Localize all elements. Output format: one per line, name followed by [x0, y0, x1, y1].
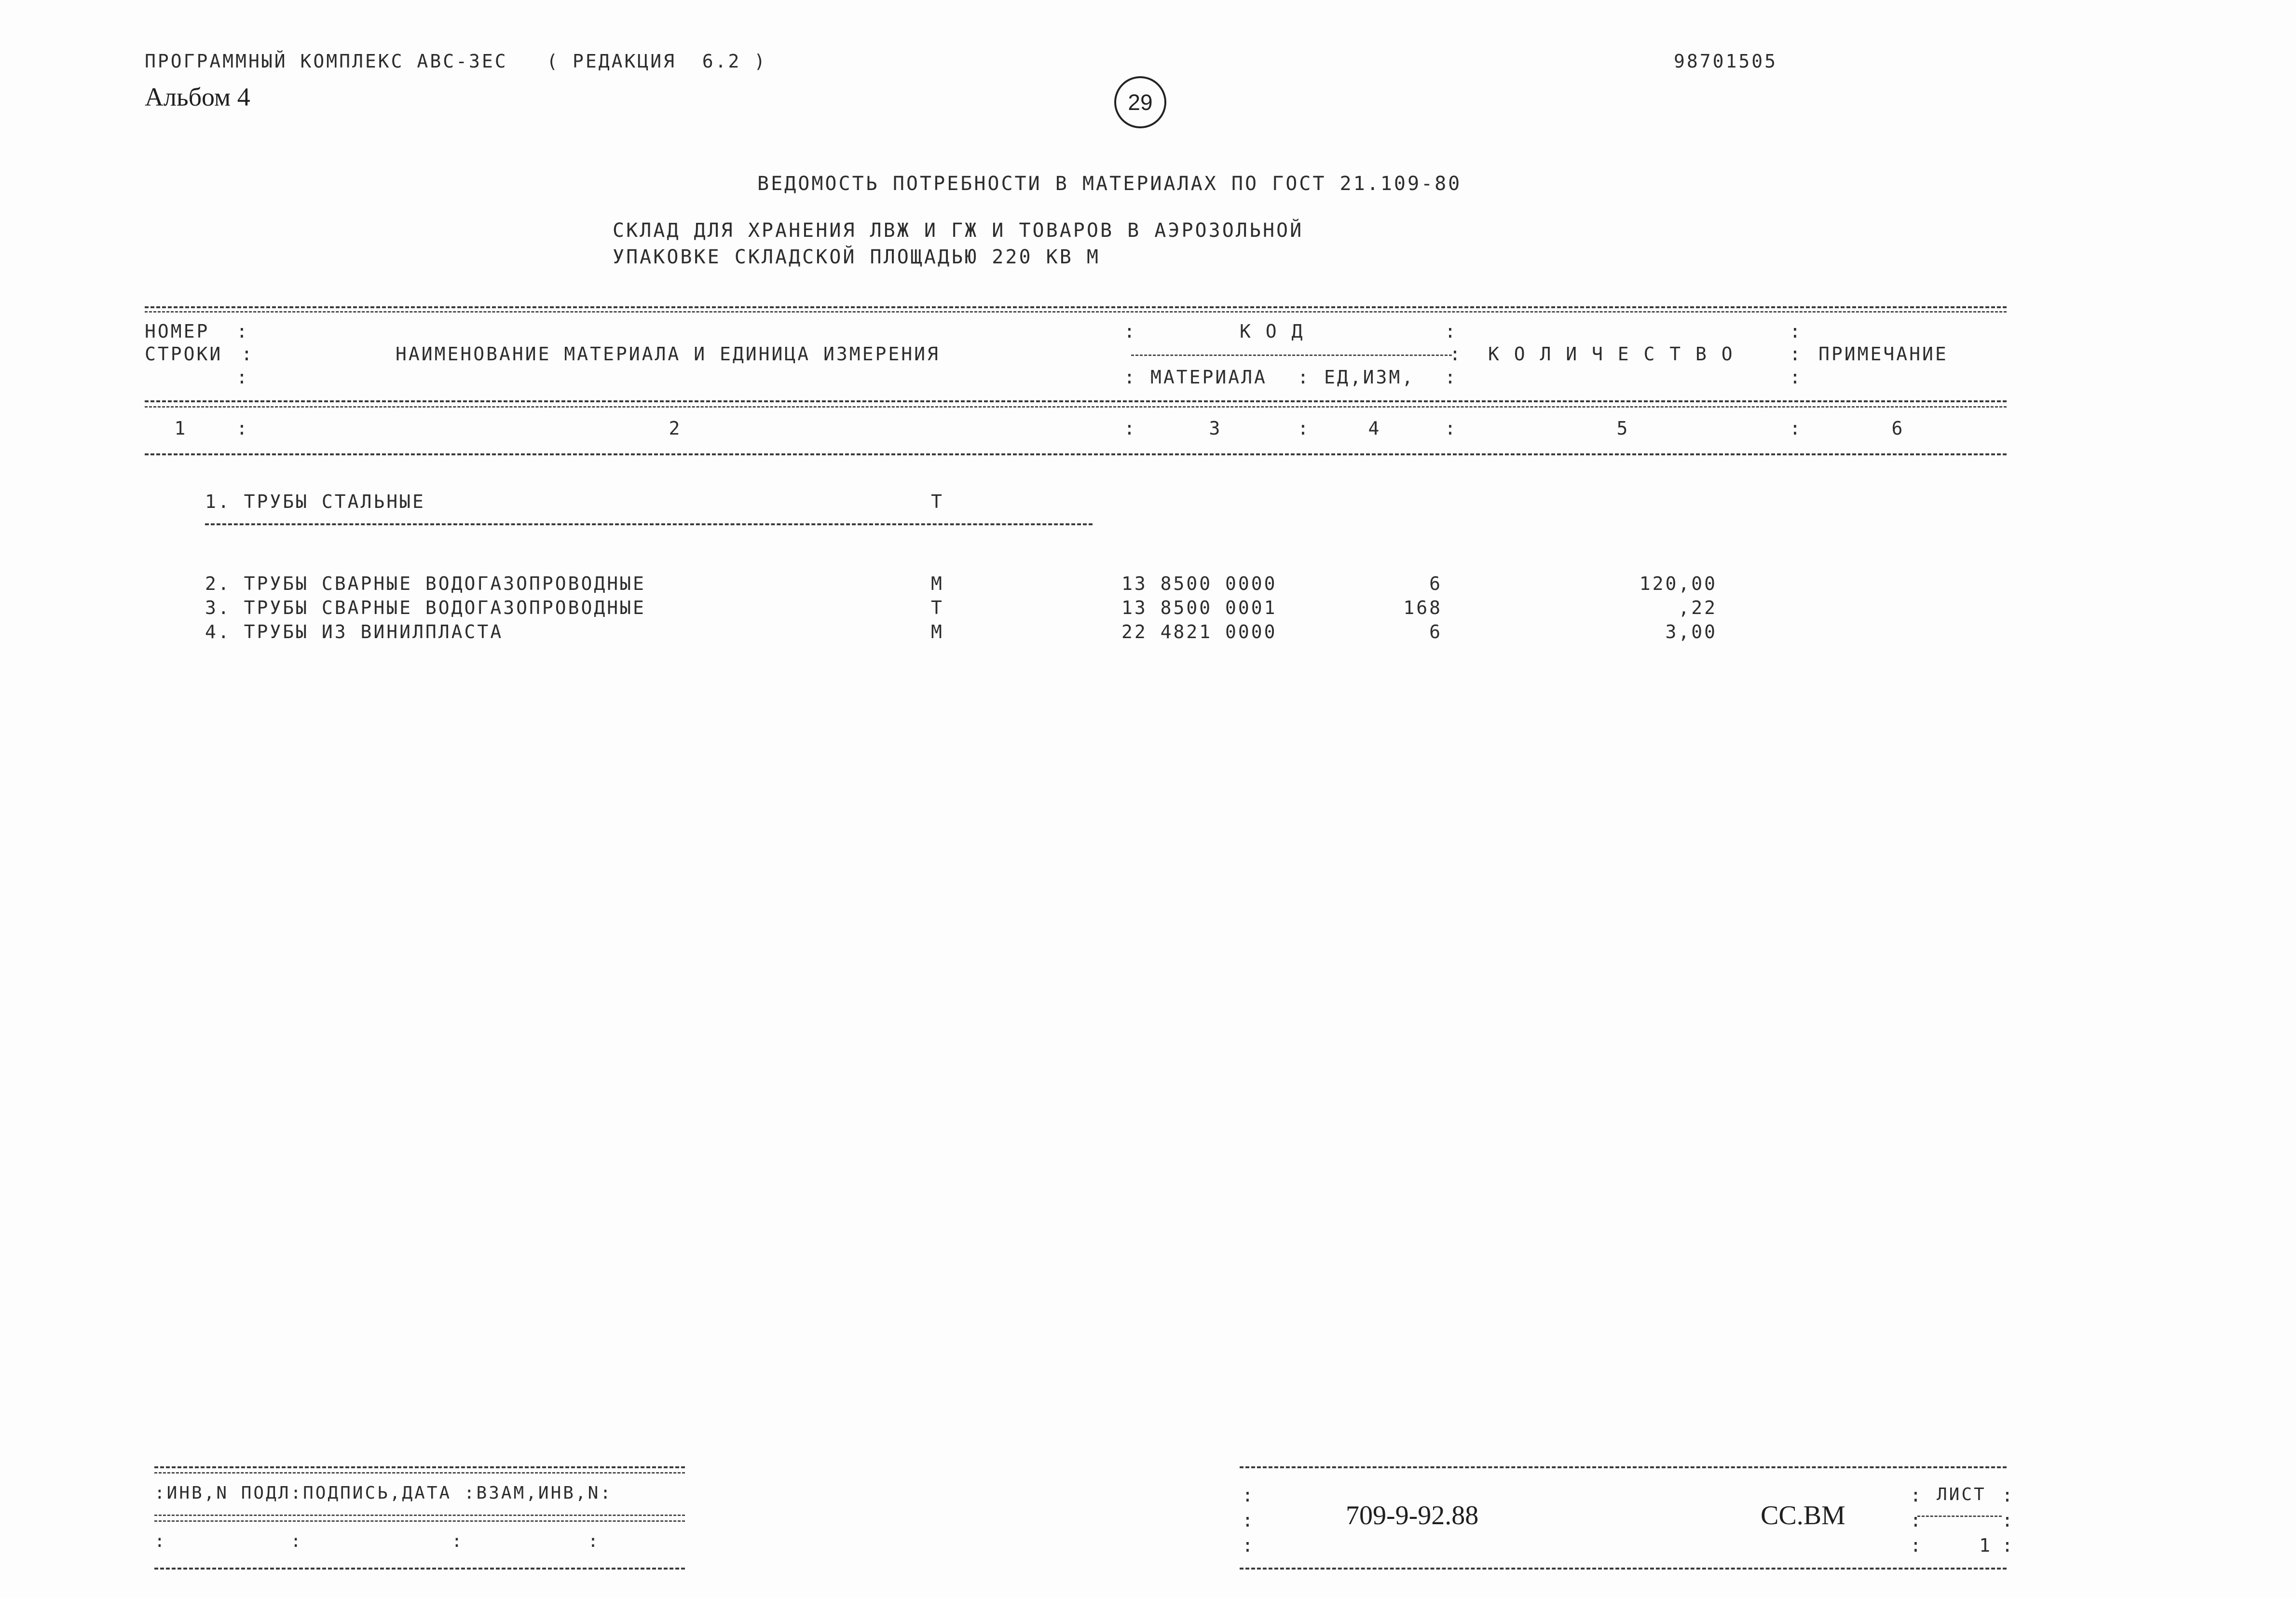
- program-header: ПРОГРАММНЫЙ КОМПЛЕКС АВС-3ЕС ( РЕДАКЦИЯ 6.2 ): [145, 51, 767, 72]
- stamp-colon: :: [1910, 1485, 1921, 1506]
- stamp-left-top-rule-2: [154, 1472, 685, 1474]
- statement-title: ВЕДОМОСТЬ ПОТРЕБНОСТИ В МАТЕРИАЛАХ ПО ГОСТ 21.109-80: [757, 173, 1462, 195]
- object-name-line2: УПАКОВКЕ СКЛАДСКОЙ ПЛОЩАДЬЮ 220 КВ М: [613, 246, 1100, 268]
- stamp-sheet-label: ЛИСТ: [1937, 1485, 1986, 1504]
- stamp-left-mid-rule-2: [154, 1520, 685, 1522]
- header-material-name: НАИМЕНОВАНИЕ МАТЕРИАЛА И ЕДИНИЦА ИЗМЕРЕНИЯ: [396, 343, 940, 365]
- stamp-right-top-rule: [1240, 1466, 2007, 1468]
- row-2-quantity: 120,00: [1639, 573, 1717, 594]
- header-colon: :: [1449, 343, 1461, 365]
- col-number-3: 3: [1209, 418, 1222, 439]
- section-unit: Т: [931, 491, 944, 512]
- object-name-line1: СКЛАД ДЛЯ ХРАНЕНИЯ ЛВЖ И ГЖ И ТОВАРОВ В АЭРОЗОЛЬНОЙ: [613, 219, 1304, 242]
- header-colon: :: [1298, 367, 1309, 388]
- stamp-document-type: СС.ВМ: [1761, 1501, 1845, 1530]
- table-top-rule-2: [145, 311, 2007, 313]
- col-number-colon: :: [1445, 418, 1456, 439]
- stamp-left-top-rule: [154, 1466, 685, 1468]
- header-colon: :: [1445, 321, 1456, 342]
- header-note: ПРИМЕЧАНИЕ: [1818, 343, 1948, 365]
- header-colon: :: [1790, 343, 1801, 365]
- row-2-unit-code: 6: [1429, 573, 1442, 594]
- stamp-colon: :: [1242, 1485, 1253, 1506]
- row-4-code: 22 4821 0000: [1121, 621, 1277, 642]
- header-colon: :: [236, 367, 247, 388]
- header-code: К О Д: [1240, 321, 1305, 342]
- col-number-colon: :: [1298, 418, 1309, 439]
- row-4-name: 4. ТРУБЫ ИЗ ВИНИЛПЛАСТА: [205, 621, 504, 642]
- section-label: 1. ТРУБЫ СТАЛЬНЫЕ: [205, 491, 425, 512]
- header-colon: :: [236, 321, 247, 342]
- col-number-colon: :: [1124, 418, 1135, 439]
- header-colon: :: [1790, 321, 1801, 342]
- stamp-document-code: 709-9-92.88: [1346, 1501, 1479, 1530]
- header-colon: :: [241, 343, 252, 365]
- row-3-unit-code: 168: [1403, 597, 1442, 618]
- header-row-no-line2: СТРОКИ: [145, 343, 223, 365]
- stamp-colon: :: [1910, 1510, 1921, 1531]
- row-2-code: 13 8500 0000: [1121, 573, 1277, 594]
- col-number-4: 4: [1368, 418, 1381, 439]
- stamp-colon: :: [1910, 1535, 1921, 1556]
- header-row-no-line1: НОМЕР: [145, 321, 210, 342]
- row-3-name: 3. ТРУБЫ СВАРНЫЕ ВОДОГАЗОПРОВОДНЫЕ: [205, 597, 646, 618]
- header-colon: :: [1124, 367, 1135, 388]
- row-3-code: 13 8500 0001: [1121, 597, 1277, 618]
- header-bottom-rule-2: [145, 406, 2007, 408]
- row-2-unit: М: [931, 573, 944, 594]
- stamp-colon: :: [1242, 1535, 1253, 1556]
- stamp-left-cells: : : : :: [154, 1531, 601, 1551]
- document-number: 98701505: [1674, 51, 1778, 72]
- stamp-left-bottom-rule: [154, 1568, 685, 1570]
- col-number-bottom-rule: [145, 453, 2007, 455]
- stamp-colon: :: [1242, 1510, 1253, 1531]
- col-number-colon: :: [236, 418, 247, 439]
- col-number-5: 5: [1616, 418, 1630, 439]
- page-number: 29: [1128, 90, 1153, 115]
- row-2-name: 2. ТРУБЫ СВАРНЫЕ ВОДОГАЗОПРОВОДНЫЕ: [205, 573, 646, 594]
- row-4-unit-code: 6: [1429, 621, 1442, 642]
- stamp-left-mid-rule: [154, 1515, 685, 1516]
- header-bottom-rule: [145, 400, 2007, 402]
- stamp-sheet-divider: [1917, 1516, 2002, 1517]
- row-3-unit: Т: [931, 597, 944, 618]
- table-top-rule: [145, 306, 2007, 308]
- stamp-right-bottom-rule: [1240, 1568, 2007, 1570]
- header-colon: :: [1124, 321, 1135, 342]
- col-number-colon: :: [1790, 418, 1801, 439]
- stamp-sheet-number: 1: [1979, 1535, 1992, 1556]
- section-underline: [205, 523, 1093, 525]
- row-4-quantity: 3,00: [1665, 621, 1717, 642]
- header-code-material: МАТЕРИАЛА: [1150, 367, 1267, 388]
- header-code-divider: [1131, 355, 1452, 356]
- header-code-unit: ЕД,ИЗМ,: [1324, 367, 1415, 388]
- stamp-left-header: :ИНВ,N ПОДЛ:ПОДПИСЬ,ДАТА :ВЗАМ,ИНВ,N:: [154, 1483, 613, 1503]
- row-3-quantity: ,22: [1678, 597, 1717, 618]
- stamp-colon: :: [2002, 1485, 2013, 1506]
- header-colon: :: [1445, 367, 1456, 388]
- row-4-unit: М: [931, 621, 944, 642]
- col-number-1: 1: [174, 418, 188, 439]
- stamp-colon: :: [2002, 1510, 2013, 1531]
- col-number-6: 6: [1891, 418, 1905, 439]
- album-label: Альбом 4: [145, 82, 250, 111]
- header-colon: :: [1790, 367, 1801, 388]
- page-number-circle: [1114, 76, 1166, 128]
- col-number-2: 2: [669, 418, 682, 439]
- stamp-colon: :: [2002, 1535, 2013, 1556]
- header-quantity: К О Л И Ч Е С Т В О: [1488, 343, 1735, 365]
